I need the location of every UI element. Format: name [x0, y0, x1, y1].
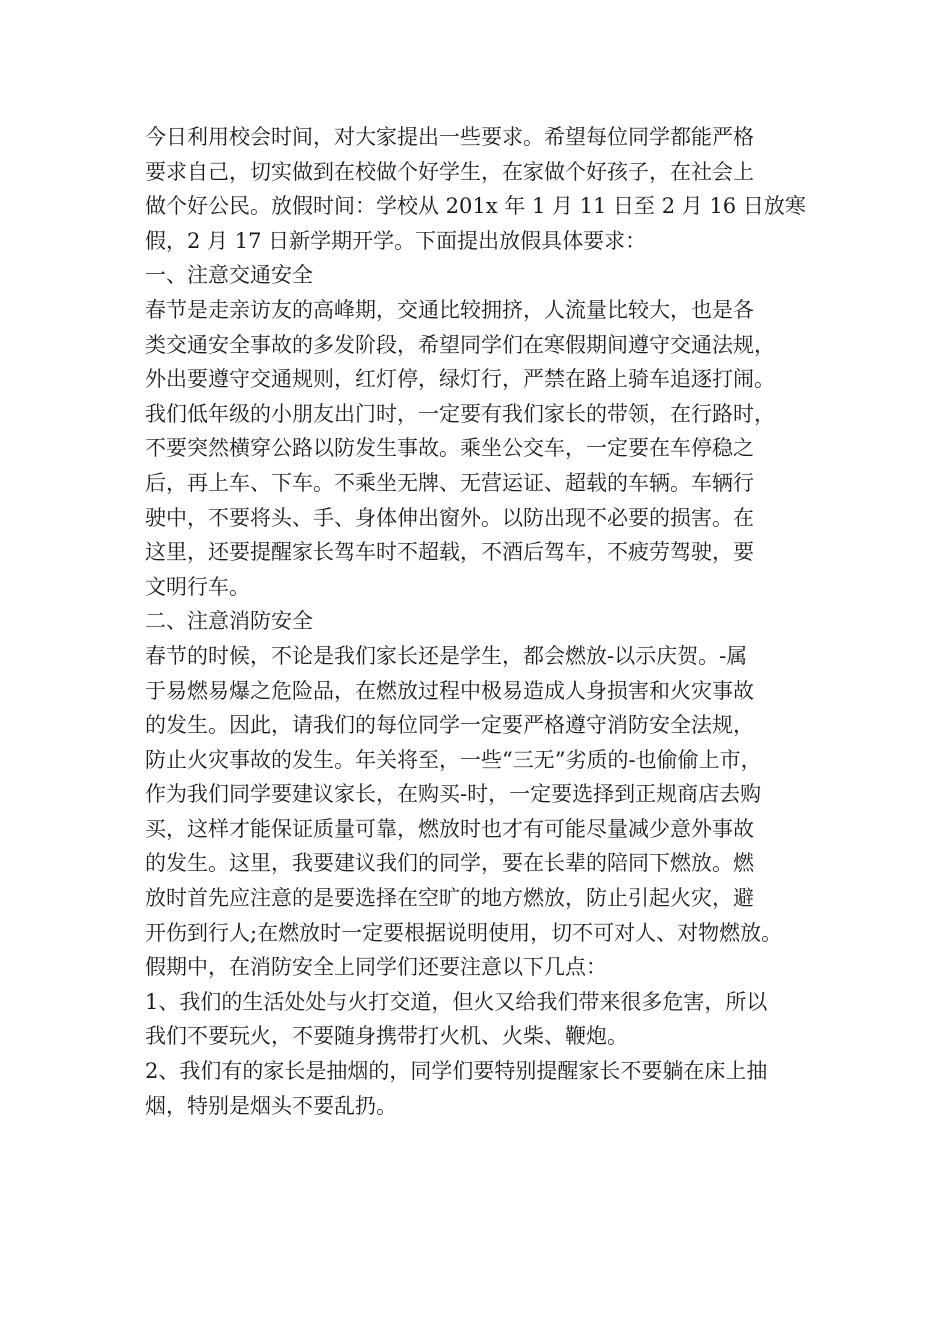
text-line: 烟，特别是烟头不要乱扔。 — [145, 1093, 397, 1118]
text-line: 不要突然横穿公路以防发生事故。乘坐公交车，一定要在车停稳之 — [145, 436, 754, 461]
text-line: 今日利用校会时间，对大家提出一些要求。希望每位同学都能严格 — [145, 125, 754, 149]
text-line: 驶中，不要将头、手、身体伸出窗外。以防出现不必要的损害。在 — [145, 505, 754, 530]
text-line: 外出要遵守交通规则，红灯停，绿灯行，严禁在路上骑车追逐打闹。 — [145, 367, 775, 392]
text-line: 放时首先应注意的是要选择在空旷的地方燃放，防止引起火灾，避 — [145, 886, 754, 911]
text-line: 于易燃易爆之危险品，在燃放过程中极易造成人身损害和火灾事故 — [145, 678, 754, 703]
section-heading-traffic: 一、注意交通安全 — [145, 263, 313, 288]
text-line: 的发生。这里，我要建议我们的同学，要在长辈的陪同下燃放。燃 — [145, 851, 754, 876]
text-line: 后，再上车、下车。不乘坐无牌、无营运证、超载的车辆。车辆行 — [145, 470, 754, 495]
text-line: 做个好公民。放假时间：学校从 201x 年 1 月 11 日至 2 月 16 日放寒 — [145, 194, 806, 219]
text-line: 开伤到行人;在燃放时一定要根据说明使用，切不可对人、对物燃放。 — [145, 920, 783, 945]
text-line: 春节的时候，不论是我们家长还是学生，都会燃放-以示庆贺。-属 — [145, 643, 748, 668]
list-item-2: 2、我们有的家长是抽烟的，同学们要特别提醒家长不要躺在床上抽 — [145, 1059, 768, 1084]
text-line: 作为我们同学要建议家长，在购买-时，一定要选择到正规商店去购 — [145, 782, 762, 807]
text-line: 文明行车。 — [145, 574, 250, 599]
list-item-1: 1、我们的生活处处与火打交道，但火又给我们带来很多危害，所以 — [145, 989, 768, 1014]
text-line: 假期中，在消防安全上同学们还要注意以下几点： — [145, 955, 607, 980]
text-line: 防止火灾事故的发生。年关将至，一些“三无”劣质的-也偷偷上市， — [145, 747, 762, 772]
text-line: 这里，还要提醒家长驾车时不超载，不酒后驾车，不疲劳驾驶，要 — [145, 540, 754, 565]
text-line: 假，2 月 17 日新学期开学。下面提出放假具体要求： — [145, 228, 647, 253]
text-line: 类交通安全事故的多发阶段，希望同学们在寒假期间遵守交通法规， — [145, 332, 775, 357]
text-line: 的发生。因此，请我们的每位同学一定要严格遵守消防安全法规， — [145, 713, 754, 738]
text-line: 要求自己，切实做到在校做个好学生，在家做个好孩子，在社会上 — [145, 159, 754, 184]
text-line: 买，这样才能保证质量可靠，燃放时也才有可能尽量减少意外事故 — [145, 816, 754, 841]
text-line: 我们低年级的小朋友出门时，一定要有我们家长的带领，在行路时， — [145, 401, 775, 426]
section-heading-fire: 二、注意消防安全 — [145, 609, 313, 634]
document-body — [145, 120, 825, 1123]
text-line: 我们不要玩火，不要随身携带打火机、火柴、鞭炮。 — [145, 1024, 628, 1049]
text-line: 春节是走亲访友的高峰期，交通比较拥挤，人流量比较大，也是各 — [145, 297, 754, 322]
